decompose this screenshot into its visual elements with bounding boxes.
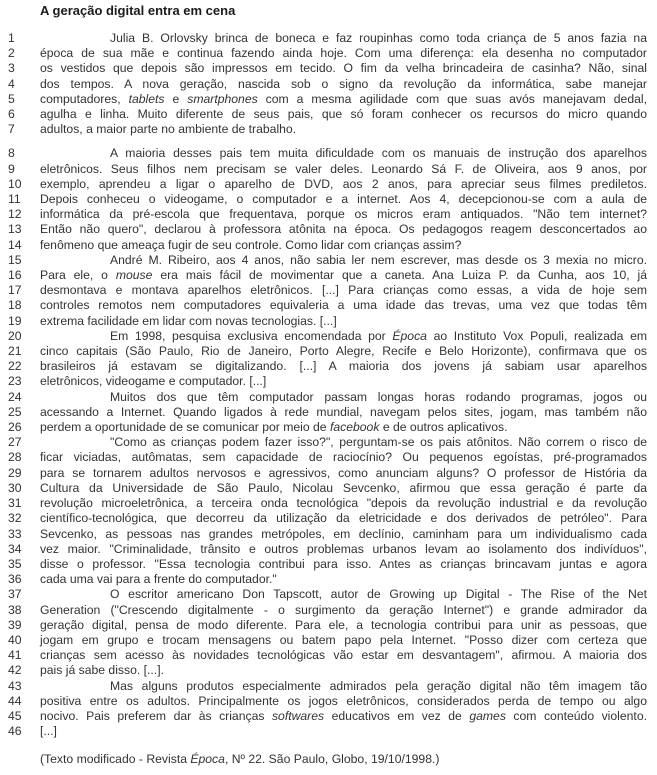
italic-text-run: tablets	[128, 91, 165, 106]
line-number: 44	[8, 693, 22, 708]
line-number: 20	[8, 328, 22, 343]
text-line	[8, 511, 649, 526]
line-text	[40, 724, 647, 739]
text-run: acessando a Internet. Quando ligados à rede mundial, navegam pelos sites, jogam, mas também não	[40, 404, 647, 419]
text-run: positiva entre os adultos. Principalmente os jogos eletrônicos, considerados perda de tempo ou algo	[40, 693, 647, 708]
line-number: 46	[8, 724, 22, 739]
text-line	[8, 648, 649, 663]
italic-text-run: smartphones	[187, 91, 258, 106]
line-text	[40, 481, 647, 496]
text-run: Cultura da Universidade de São Paulo, Nicolau Sevcenko, afirmou que essa geração é parte da	[40, 480, 647, 495]
line-text	[40, 77, 647, 92]
text-run: A maioria desses pais tem muita dificuldade com os manuais de instrução dos aparelhos	[110, 146, 647, 161]
italic-text-run: facebook	[329, 420, 380, 435]
text-run: Então não quero", declarou à professora atônita na época. Os pedagogos reagem desconcertados ao	[40, 222, 647, 237]
text-run: disse o professor. "Essa tecnologia contribui para isso. Antes as crianças brincavam juntas e agora	[40, 556, 647, 571]
line-number: 40	[8, 632, 22, 647]
line-number: 23	[8, 374, 22, 389]
line-text	[40, 390, 647, 405]
text-lines	[8, 31, 649, 739]
text-line	[8, 344, 649, 359]
line-number: 33	[8, 526, 22, 541]
line-number: 43	[8, 678, 22, 693]
text-run: Mas alguns produtos especialmente admirados pela geração digital não têm imagem tão	[110, 678, 647, 693]
line-number: 14	[8, 237, 22, 252]
line-number: 45	[8, 708, 22, 723]
text-line	[8, 92, 649, 107]
line-number: 38	[8, 602, 22, 617]
line-number: 6	[8, 107, 15, 122]
line-text	[40, 344, 647, 359]
italic-text-run: mouse	[115, 268, 153, 283]
text-line	[8, 481, 649, 496]
text-line	[8, 329, 649, 344]
text-line	[8, 724, 649, 739]
text-run: os vestidos que depois são impressos em tecido. O fim da velha brincadeira de casinha? Não, sinal	[40, 61, 647, 76]
line-text	[40, 603, 647, 618]
text-run: Depois conheceu o videogame, o computador e a internet. Aos 4, decepcionou-se com a aula de	[40, 192, 647, 207]
text-line	[8, 146, 649, 161]
text-run: com a mesma agilidade com que suas avós manejavam dedal,	[257, 91, 647, 106]
line-text	[40, 192, 647, 207]
text-run: cada uma vai para a frente do computador."	[40, 572, 277, 587]
text-run: crianças sem acesso às novidades tecnológicas vão estar em desvantagem", afirmou. A maioria dos	[40, 648, 647, 663]
text-run: O escritor americano Don Tapscott, autor de Growing up Digital - The Rise of the Net	[110, 587, 647, 602]
line-number: 27	[8, 435, 22, 450]
text-run: Sevcenko, as pessoas nas grandes metrópoles, em declínio, caminham para um individualismo cada	[40, 526, 647, 541]
line-text	[40, 527, 647, 542]
text-line	[8, 618, 649, 633]
text-run: vez maior. "Criminalidade, trânsito e outros problemas urbanos levam ao isolamento dos indivíduos",	[40, 541, 647, 556]
line-number: 3	[8, 61, 15, 76]
text-line	[8, 31, 649, 46]
text-run: científico-tecnológica, que decorreu da utilização da eletricidade e dos derivados de petróleo". Para	[40, 511, 647, 526]
line-text	[40, 420, 647, 435]
text-run: eletrônicos. Seus filhos nem precisam se valer deles. Leonardo Sá F. de Oliveira, aos 9 anos, por	[40, 161, 647, 176]
line-number: 29	[8, 465, 22, 480]
text-run: para se tornarem adultos nervosos e agressivos, como anunciam alguns? O professor de História da	[40, 465, 647, 480]
line-number: 4	[8, 76, 15, 91]
text-line	[8, 177, 649, 192]
line-text	[40, 329, 647, 344]
text-run: época de sua mãe e continua fazendo ainda hoje. Com uma diferença: ela desenha no computador	[40, 46, 647, 61]
line-text	[40, 46, 647, 61]
line-text	[40, 268, 647, 283]
text-run: extrema facilidade em lidar com novas tecnologias. [...]	[40, 313, 337, 328]
text-run: controles remotos nem computadores equivaleria a uma idade das trevas, uma vez que todas têm	[40, 298, 647, 313]
text-run: adultos, a maior parte no ambiente de trabalho.	[40, 122, 297, 137]
text-run: [...]	[40, 724, 57, 739]
text-line	[8, 283, 649, 298]
text-run: André M. Ribeiro, aos 4 anos, não sabia ler nem escrever, mas desde os 3 mexia no micro.	[110, 252, 647, 267]
line-number: 30	[8, 480, 22, 495]
text-run: ao Instituto Vox Populi, realizada em	[426, 328, 647, 343]
text-line	[8, 709, 649, 724]
text-run: "Como as crianças podem fazer isso?", perguntam-se os pais atônitos. Não correm o risco de	[110, 435, 647, 450]
line-text	[40, 679, 647, 694]
line-text	[40, 496, 647, 511]
line-number: 2	[8, 46, 15, 61]
line-number: 13	[8, 222, 22, 237]
italic-text-run: Época	[392, 328, 427, 343]
text-run: , Nº 22. São Paulo, Globo, 19/10/1998.)	[224, 752, 440, 767]
line-text	[40, 557, 647, 572]
text-line	[8, 527, 649, 542]
line-number: 7	[8, 122, 15, 137]
line-number: 42	[8, 663, 22, 678]
text-line	[8, 390, 649, 405]
text-run: e de outros aplicativos.	[379, 420, 508, 435]
text-line	[8, 122, 649, 137]
text-run: era mais fácil de movimentar que a caneta. Ana Luiza P. da Cunha, aos 10, já	[152, 268, 647, 283]
text-run: computadores,	[40, 91, 129, 106]
text-line	[8, 587, 649, 602]
line-number: 31	[8, 496, 22, 511]
text-run: com conteúdo violento.	[505, 708, 647, 723]
line-text	[40, 92, 647, 107]
line-text	[40, 572, 647, 587]
line-text	[40, 298, 647, 313]
text-run: educativos em vez de	[324, 708, 470, 723]
line-number: 12	[8, 207, 22, 222]
text-line	[8, 314, 649, 329]
italic-text-run: softwares	[271, 708, 325, 723]
text-line	[8, 450, 649, 465]
italic-text-run: games	[469, 708, 506, 723]
text-line	[8, 162, 649, 177]
text-run: Generation ("Crescendo digitalmente - o surgimento da geração Internet") e grande admirador da	[40, 602, 647, 617]
text-run: desmontava e montava aparelhos eletrônicos. [...] Para crianças como essas, a vida de hoje sem	[40, 283, 647, 298]
line-number: 5	[8, 91, 15, 106]
text-line	[8, 466, 649, 481]
line-number: 22	[8, 359, 22, 374]
line-text	[40, 618, 647, 633]
line-text	[40, 435, 647, 450]
line-number: 19	[8, 313, 22, 328]
line-number: 10	[8, 176, 22, 191]
text-run: fenômeno que ameaça fugir de seu controle. Como lidar com crianças assim?	[40, 237, 462, 252]
line-text	[40, 222, 647, 237]
text-line	[8, 405, 649, 420]
line-number: 1	[8, 31, 15, 45]
italic-text-run: Época	[190, 752, 225, 767]
text-line	[8, 253, 649, 268]
line-text	[40, 633, 647, 648]
text-line	[8, 542, 649, 557]
text-line	[8, 107, 649, 122]
line-text	[40, 405, 647, 420]
text-line	[8, 694, 649, 709]
text-run: Julia B. Orlovsky brinca de boneca e faz roupinhas como toda criança de 5 anos fazia na	[110, 31, 647, 45]
text-run: brasileiros já estavam se digitalizando. [...] A maioria dos jovens já sabiam usar aparelhos	[40, 359, 647, 374]
line-text	[40, 450, 647, 465]
text-run: exemplo, aprendeu a ligar o aparelho de DVD, aos 2 anos, para apreciar seus filmes prediletos.	[40, 176, 647, 191]
text-line	[8, 496, 649, 511]
text-run: Muitos dos que têm computador passam longas horas rodando programas, jogos ou	[110, 389, 647, 404]
line-number: 36	[8, 572, 22, 587]
line-number: 39	[8, 617, 22, 632]
text-line	[8, 572, 649, 587]
text-run: Para ele, o	[40, 268, 116, 283]
text-line	[8, 238, 649, 253]
line-text	[40, 122, 647, 137]
line-number: 11	[8, 192, 21, 207]
text-run: ficar viciadas, autômatas, sem capacidade de raciocínio? Ou pequenos egoístas, pré-programados	[40, 450, 647, 465]
text-line	[8, 77, 649, 92]
line-number: 35	[8, 556, 22, 571]
line-text	[40, 587, 647, 602]
text-line	[8, 207, 649, 222]
line-text	[40, 253, 647, 268]
line-number: 28	[8, 450, 22, 465]
text-run: jogam em grupo e trocam mensagens ou batem papo pela Internet. "Posso dizer com certeza que	[40, 632, 647, 647]
text-run: geração digital, pensa de modo diferente. Para ele, a tecnologia contribui para unir as pessoas, que	[40, 617, 647, 632]
line-number: 16	[8, 268, 22, 283]
text-run: nocivo. Pais preferem dar às crianças	[40, 708, 272, 723]
text-line	[8, 420, 649, 435]
line-text	[40, 177, 647, 192]
text-line	[8, 46, 649, 61]
line-text	[40, 238, 647, 253]
line-text	[40, 314, 647, 329]
footer-citation	[40, 752, 649, 767]
line-text	[40, 511, 647, 526]
line-number: 15	[8, 252, 22, 267]
line-number: 18	[8, 298, 22, 313]
text-run: informática da pré-escola que frequentava, porque os micros eram antiquados. "Não tem internet?	[40, 207, 647, 222]
text-line	[8, 61, 649, 76]
text-run: revolução microeletrônica, a terceira onda tecnológica "depois da revolução industrial e da revolução	[40, 496, 647, 511]
line-text	[40, 31, 647, 46]
text-line	[8, 298, 649, 313]
text-run: agulha e linha. Muito diferente de seus pais, que só foram conhecer os recursos do micro quando	[40, 107, 647, 122]
text-run: dos tempos. A nova geração, nascida sob o signo da revolução da informática, sabe manejar	[40, 76, 647, 91]
page-title: A geração digital entra em cena	[40, 3, 236, 18]
text-run: e	[164, 91, 188, 106]
line-number: 37	[8, 587, 22, 602]
text-line	[8, 663, 649, 678]
text-line	[8, 192, 649, 207]
line-text	[40, 283, 647, 298]
line-text	[40, 359, 647, 374]
text-run: Em 1998, pesquisa exclusiva encomendada por	[110, 328, 393, 343]
line-number: 25	[8, 404, 22, 419]
line-number: 32	[8, 511, 22, 526]
text-line	[8, 374, 649, 389]
text-line	[8, 435, 649, 450]
line-text	[40, 107, 647, 122]
line-text	[40, 61, 647, 76]
line-text	[40, 709, 647, 724]
text-line	[8, 557, 649, 572]
line-text	[40, 663, 647, 678]
line-text	[40, 146, 647, 161]
text-line	[8, 679, 649, 694]
line-number: 17	[8, 283, 22, 298]
line-number: 9	[8, 161, 15, 176]
text-run: perdem a oportunidade de se comunicar por meio de	[40, 420, 330, 435]
text-line	[8, 633, 649, 648]
text-line	[8, 222, 649, 237]
text-line	[8, 268, 649, 283]
line-number: 24	[8, 389, 22, 404]
line-number: 21	[8, 344, 22, 359]
line-text	[40, 648, 647, 663]
text-run: cinco capitais (São Paulo, Rio de Janeiro, Porto Alegre, Recife e Belo Horizonte), confirmava que os	[40, 344, 647, 359]
text-run: pais já sabe disso. [...].	[40, 663, 164, 678]
line-text	[40, 207, 647, 222]
line-text	[40, 374, 647, 389]
line-text	[40, 162, 647, 177]
line-text	[40, 694, 647, 709]
line-number: 34	[8, 541, 22, 556]
text-run: eletrônicos, videogame e computador. [...]	[40, 374, 267, 389]
text-run: (Texto modificado - Revista	[40, 752, 191, 767]
line-number: 41	[8, 648, 22, 663]
line-text	[40, 466, 647, 481]
line-text	[40, 542, 647, 557]
line-number: 8	[8, 146, 15, 161]
text-line	[8, 359, 649, 374]
line-number: 26	[8, 420, 22, 435]
text-line	[8, 603, 649, 618]
